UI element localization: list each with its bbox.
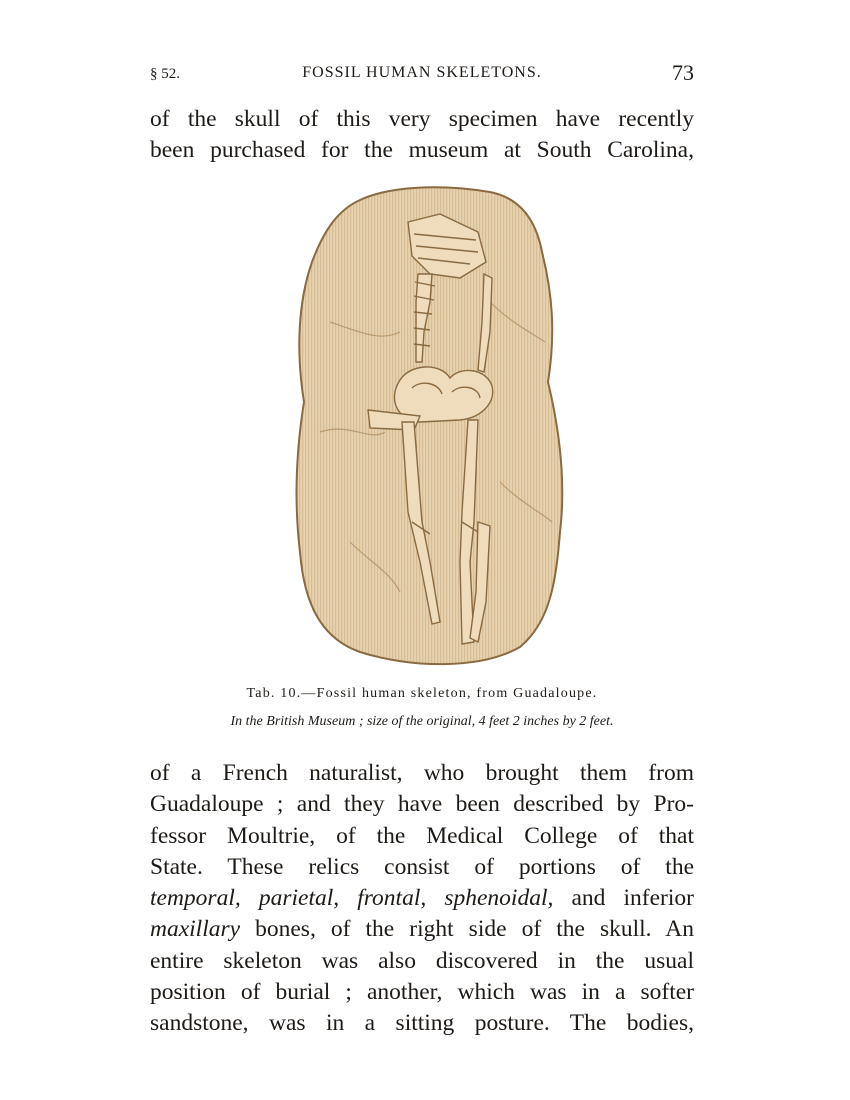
italic-word: maxillary <box>150 916 241 943</box>
page-number: 73 <box>672 60 694 85</box>
text-line: State. These relics consist of portions of the <box>150 853 694 880</box>
text-line: entire skeleton was also discovered in the usual <box>150 947 694 974</box>
text-fragment: and inferior <box>571 885 694 912</box>
running-title: FOSSIL HUMAN SKELETONS. <box>302 64 542 81</box>
italic-word: parietal, <box>258 885 340 912</box>
figure-caption-title: Tab. 10.—Fossil human skeleton, from Guadaloupe. <box>246 686 598 701</box>
running-head <box>150 60 694 88</box>
italic-word: frontal, <box>357 885 427 912</box>
italic-word: sphenoidal, <box>444 885 554 912</box>
text-line: position of burial ; another, which was in a softer <box>150 979 694 1006</box>
fossil-skeleton-engraving <box>290 182 580 672</box>
text-line: fessor Moultrie, of the Medical College of that <box>150 822 694 849</box>
figure-caption-note: In the British Museum ; size of the original, 4 feet 2 inches by 2 feet. <box>230 714 614 729</box>
italic-word: temporal, <box>150 885 241 912</box>
text-line: of a French naturalist, who brought them from <box>150 760 694 786</box>
section-number: § 52. <box>150 66 180 82</box>
text-line: been purchased for the museum at South Carolina, <box>150 137 694 164</box>
text-line <box>150 883 694 914</box>
text-line: Guadaloupe ; and they have been described by Pro- <box>150 791 694 818</box>
text-fragment: bones, of the right side of the skull. An <box>255 916 694 943</box>
text-line: sandstone, was in a sitting posture. The bodies, <box>150 1010 694 1037</box>
text-line <box>150 914 694 945</box>
bottom-paragraph <box>150 758 694 1040</box>
top-paragraph <box>150 104 694 167</box>
text-line: of the skull of this very specimen have recently <box>150 106 694 132</box>
